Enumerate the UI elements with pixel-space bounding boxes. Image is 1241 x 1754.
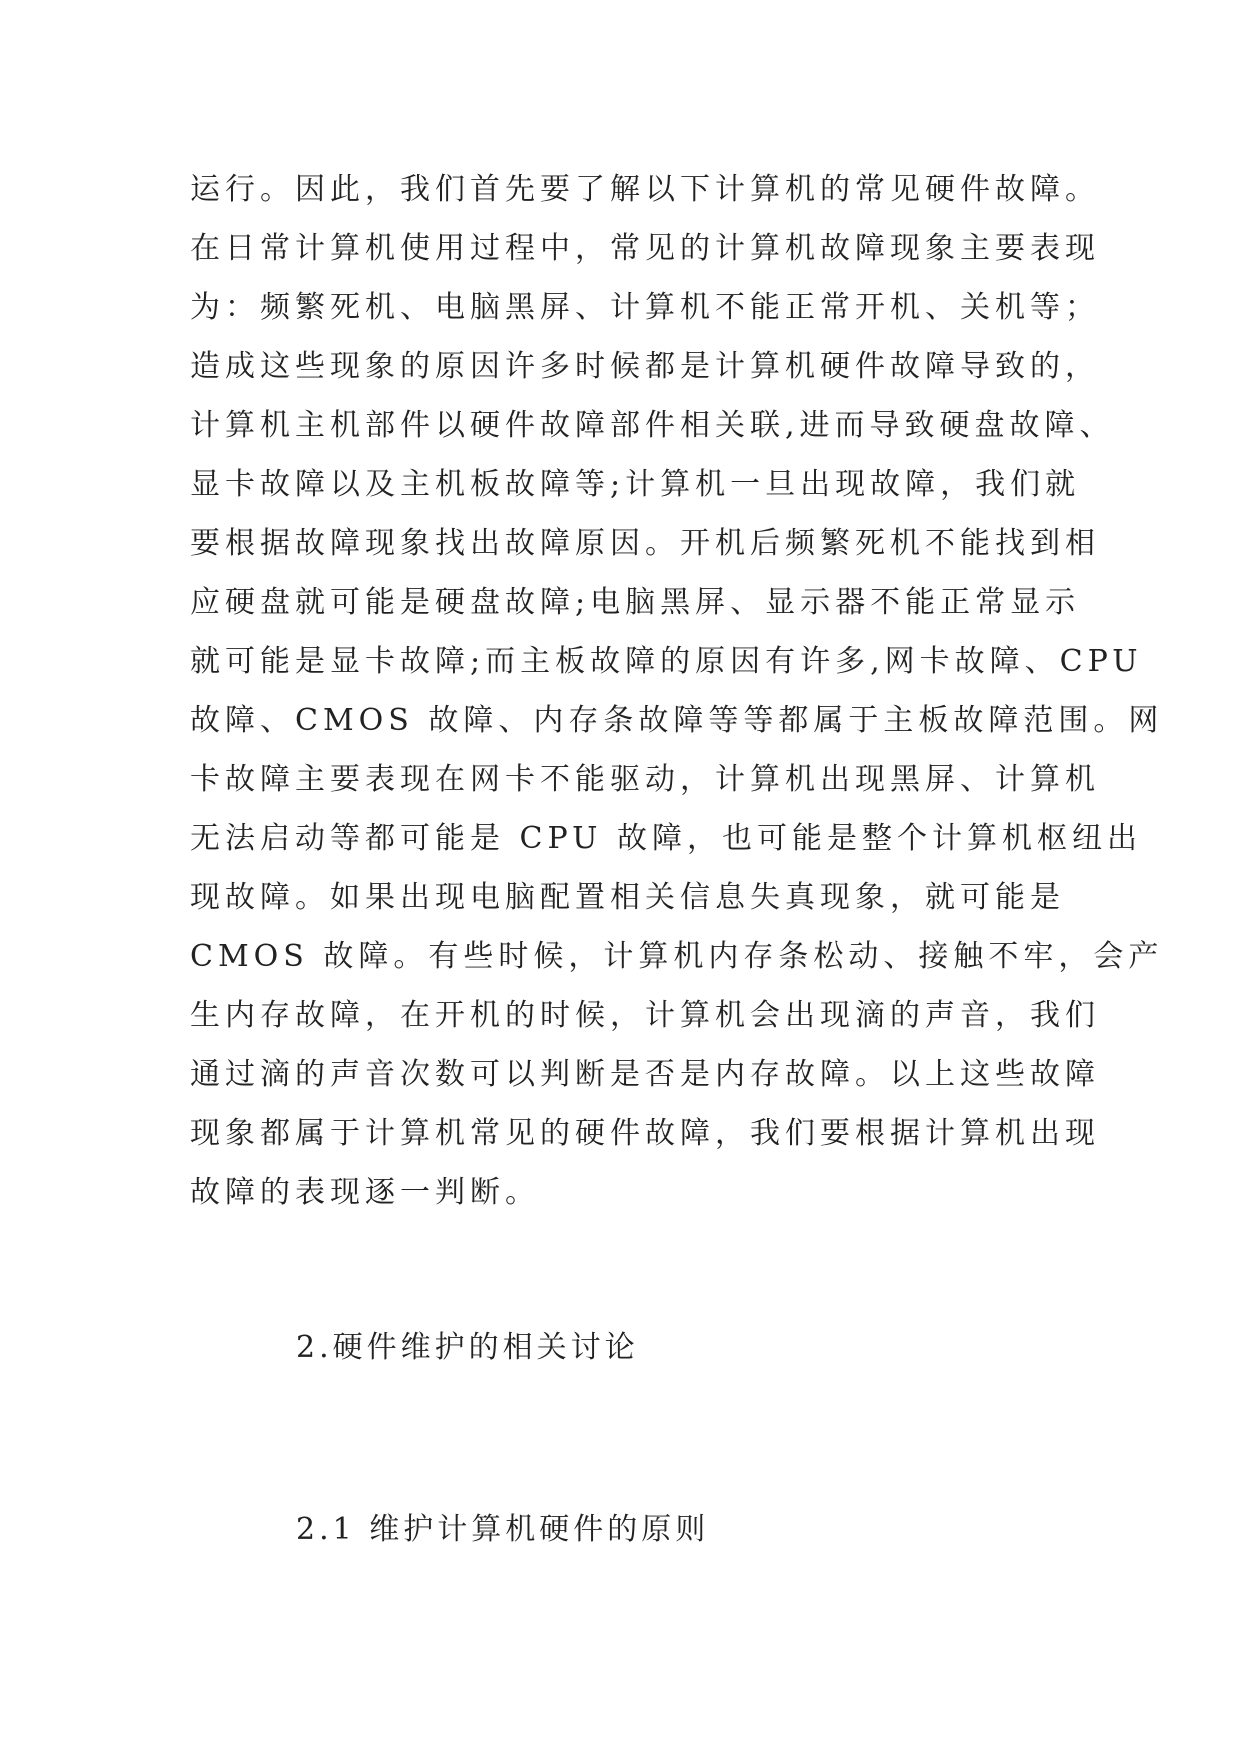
section-heading-2: 2.硬件维护的相关讨论 <box>296 1330 639 1365</box>
paragraph-line-11: 卡故障主要表现在网卡不能驱动，计算机出现黑屏、计算机 <box>190 762 1100 797</box>
paragraph-line-5: 计算机主机部件以硬件故障部件相关联,进而导致硬盘故障、 <box>190 408 1115 443</box>
paragraph-line-9: 就可能是显卡故障;而主板故障的原因有许多,网卡故障、CPU <box>190 644 1143 679</box>
paragraph-line-6: 显卡故障以及主机板故障等;计算机一旦出现故障，我们就 <box>190 467 1081 502</box>
paragraph-line-12: 无法启动等都可能是 CPU 故障，也可能是整个计算机枢纽出 <box>190 821 1142 856</box>
paragraph-line-3: 为：频繁死机、电脑黑屏、计算机不能正常开机、关机等； <box>190 290 1100 325</box>
paragraph-line-1: 运行。因此，我们首先要了解以下计算机的常见硬件故障。 <box>190 172 1100 207</box>
paragraph-line-13: 现故障。如果出现电脑配置相关信息失真现象，就可能是 <box>190 880 1065 915</box>
paragraph-line-10: 故障、CMOS 故障、内存条故障等等都属于主板故障范围。网 <box>190 703 1164 738</box>
body-paragraph <box>190 160 1164 1222</box>
paragraph-line-4: 造成这些现象的原因许多时候都是计算机硬件故障导致的， <box>190 349 1100 384</box>
paragraph-line-7: 要根据故障现象找出故障原因。开机后频繁死机不能找到相 <box>190 526 1100 561</box>
paragraph-line-18: 故障的表现逐一判断。 <box>190 1175 540 1210</box>
paragraph-line-8: 应硬盘就可能是硬盘故障;电脑黑屏、显示器不能正常显示 <box>190 585 1081 620</box>
paragraph-line-2: 在日常计算机使用过程中，常见的计算机故障现象主要表现 <box>190 231 1100 266</box>
paragraph-line-15: 生内存故障，在开机的时候，计算机会出现滴的声音，我们 <box>190 998 1100 1033</box>
paragraph-line-16: 通过滴的声音次数可以判断是否是内存故障。以上这些故障 <box>190 1057 1100 1092</box>
paragraph-line-14: CMOS 故障。有些时候，计算机内存条松动、接触不牢，会产 <box>190 939 1164 974</box>
section-heading-2-1: 2.1 维护计算机硬件的原则 <box>296 1512 710 1547</box>
paragraph-line-17: 现象都属于计算机常见的硬件故障，我们要根据计算机出现 <box>190 1116 1100 1151</box>
